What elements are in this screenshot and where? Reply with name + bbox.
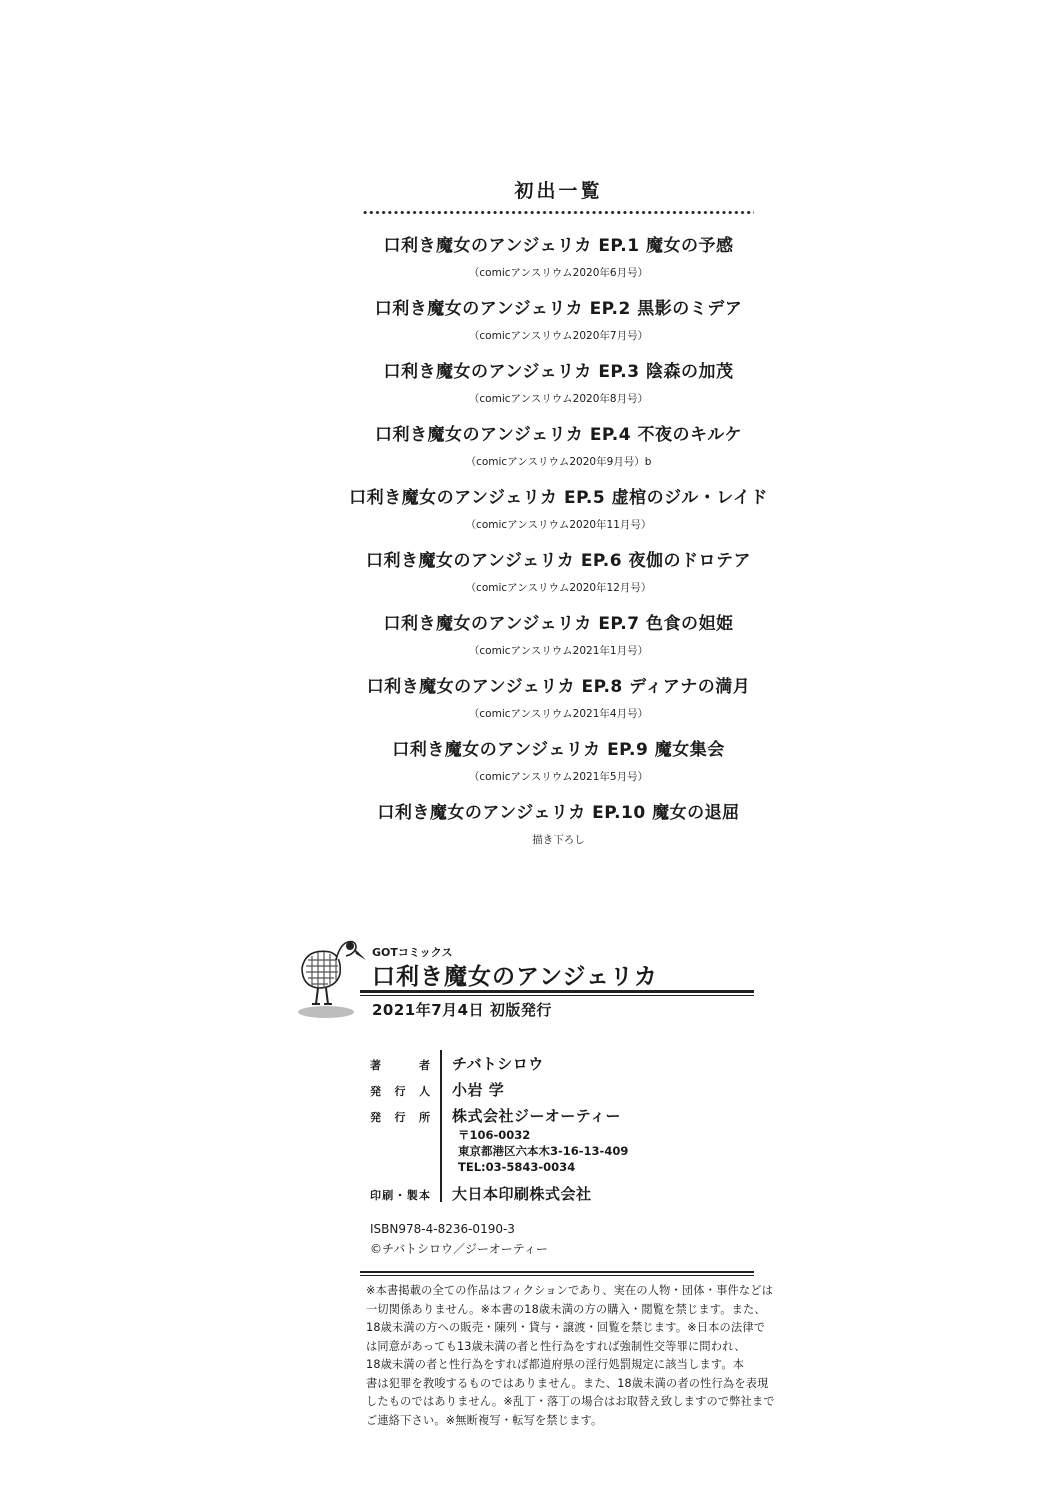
toc-entry-title: 口利き魔女のアンジェリカ EP.2 黒影のミデア (374, 299, 743, 319)
toc-entry-title: 口利き魔女のアンジェリカ EP.3 陰森の加茂 (383, 362, 734, 382)
credit-value: 小岩 学 (452, 1081, 505, 1099)
notice-line: 18歳未満の方への販売・陳列・貸与・譲渡・回覧を禁じます。※日本の法律で (366, 1321, 766, 1334)
notice-line: は同意があっても13歳未満の者と性行為をすれば強制性交等罪に問われ、 (366, 1339, 746, 1353)
toc-heading: 初出一覧 (514, 180, 603, 202)
title-rule (360, 990, 754, 993)
book-title: 口利き魔女のアンジェリカ (372, 964, 658, 990)
postal-code: 〒106-0032 (458, 1128, 531, 1142)
credit-label: 印刷・製本 (370, 1189, 430, 1202)
toc-entry-title: 口利き魔女のアンジェリカ EP.7 色食の妲姫 (383, 614, 734, 634)
toc-entry-source: （comicアンスリウム2020年8月号） (468, 393, 649, 405)
copyright: ©チバトシロウ／ジーオーティー (370, 1242, 548, 1256)
telephone: TEL:03-5843-0034 (458, 1160, 576, 1174)
notice-line: 一切関係ありません。※本書の18歳未満の方の購入・閲覧を禁じます。また、 (366, 1302, 766, 1316)
toc-entry-source: （comicアンスリウム2020年11月号） (465, 519, 652, 531)
toc-entry-title: 口利き魔女のアンジェリカ EP.1 魔女の予感 (383, 236, 734, 256)
notice-rule-thin (360, 1275, 754, 1276)
toc-entry-source: 描き下ろし (532, 834, 585, 846)
toc-entry-source: （comicアンスリウム2021年1月号） (468, 645, 649, 657)
notice-line: したものではありません。※乱丁・落丁の場合はお取替え致しますので弊社まで (366, 1395, 775, 1408)
toc-entry-source: （comicアンスリウム2020年12月号） (465, 582, 652, 594)
isbn: ISBN978-4-8236-0190-3 (370, 1222, 515, 1236)
notice-line: ※本書掲載の全ての作品はフィクションであり、実在の人物・団体・事件などは (366, 1284, 774, 1297)
toc-entry-source: （comicアンスリウム2020年6月号） (468, 267, 649, 279)
credits-divider (440, 1050, 442, 1202)
edition-date: 2021年7月4日 初版発行 (372, 1001, 552, 1019)
street-address: 東京都港区六本木3-16-13-409 (458, 1144, 629, 1158)
bird-logo-icon (296, 930, 368, 1022)
credit-label: 著 者 (370, 1059, 430, 1072)
series-label: GOTコミックス (372, 946, 453, 959)
credit-label: 発行人 (370, 1085, 430, 1098)
toc-entry-source: （comicアンスリウム2021年5月号） (468, 771, 649, 783)
title-rule-thin (360, 995, 754, 996)
notice-line: ご連絡下さい。※無断複写・転写を禁じます。 (366, 1413, 603, 1427)
credit-value: 株式会社ジーオーティー (452, 1107, 622, 1125)
credit-value: 大日本印刷株式会社 (452, 1185, 592, 1203)
toc-entry-title: 口利き魔女のアンジェリカ EP.4 不夜のキルケ (375, 425, 742, 445)
toc-entry-source: （comicアンスリウム2021年4月号） (468, 708, 649, 720)
toc-entry-source: （comicアンスリウム2020年7月号） (468, 330, 649, 342)
toc-entry-title: 口利き魔女のアンジェリカ EP.10 魔女の退屈 (377, 803, 740, 823)
toc-entry-source: （comicアンスリウム2020年9月号）b (465, 456, 652, 468)
legal-notice (366, 1282, 775, 1430)
notice-line: 書は犯罪を教唆するものではありません。また、18歳未満の者の性行為を表現 (366, 1376, 769, 1390)
credit-label: 発行所 (370, 1111, 430, 1124)
credit-value: チバトシロウ (452, 1055, 544, 1073)
toc-entry-title: 口利き魔女のアンジェリカ EP.9 魔女集会 (392, 740, 725, 760)
toc-entry-title: 口利き魔女のアンジェリカ EP.8 ディアナの満月 (366, 677, 751, 697)
toc-entry-title: 口利き魔女のアンジェリカ EP.5 虚棺のジル・レイド (349, 488, 768, 508)
toc-entry-title: 口利き魔女のアンジェリカ EP.6 夜伽のドロテア (366, 551, 751, 571)
notice-rule (360, 1271, 754, 1273)
notice-line: 18歳未満の者と性行為をすれば都道府県の淫行処罰規定に該当します。本 (366, 1358, 745, 1371)
